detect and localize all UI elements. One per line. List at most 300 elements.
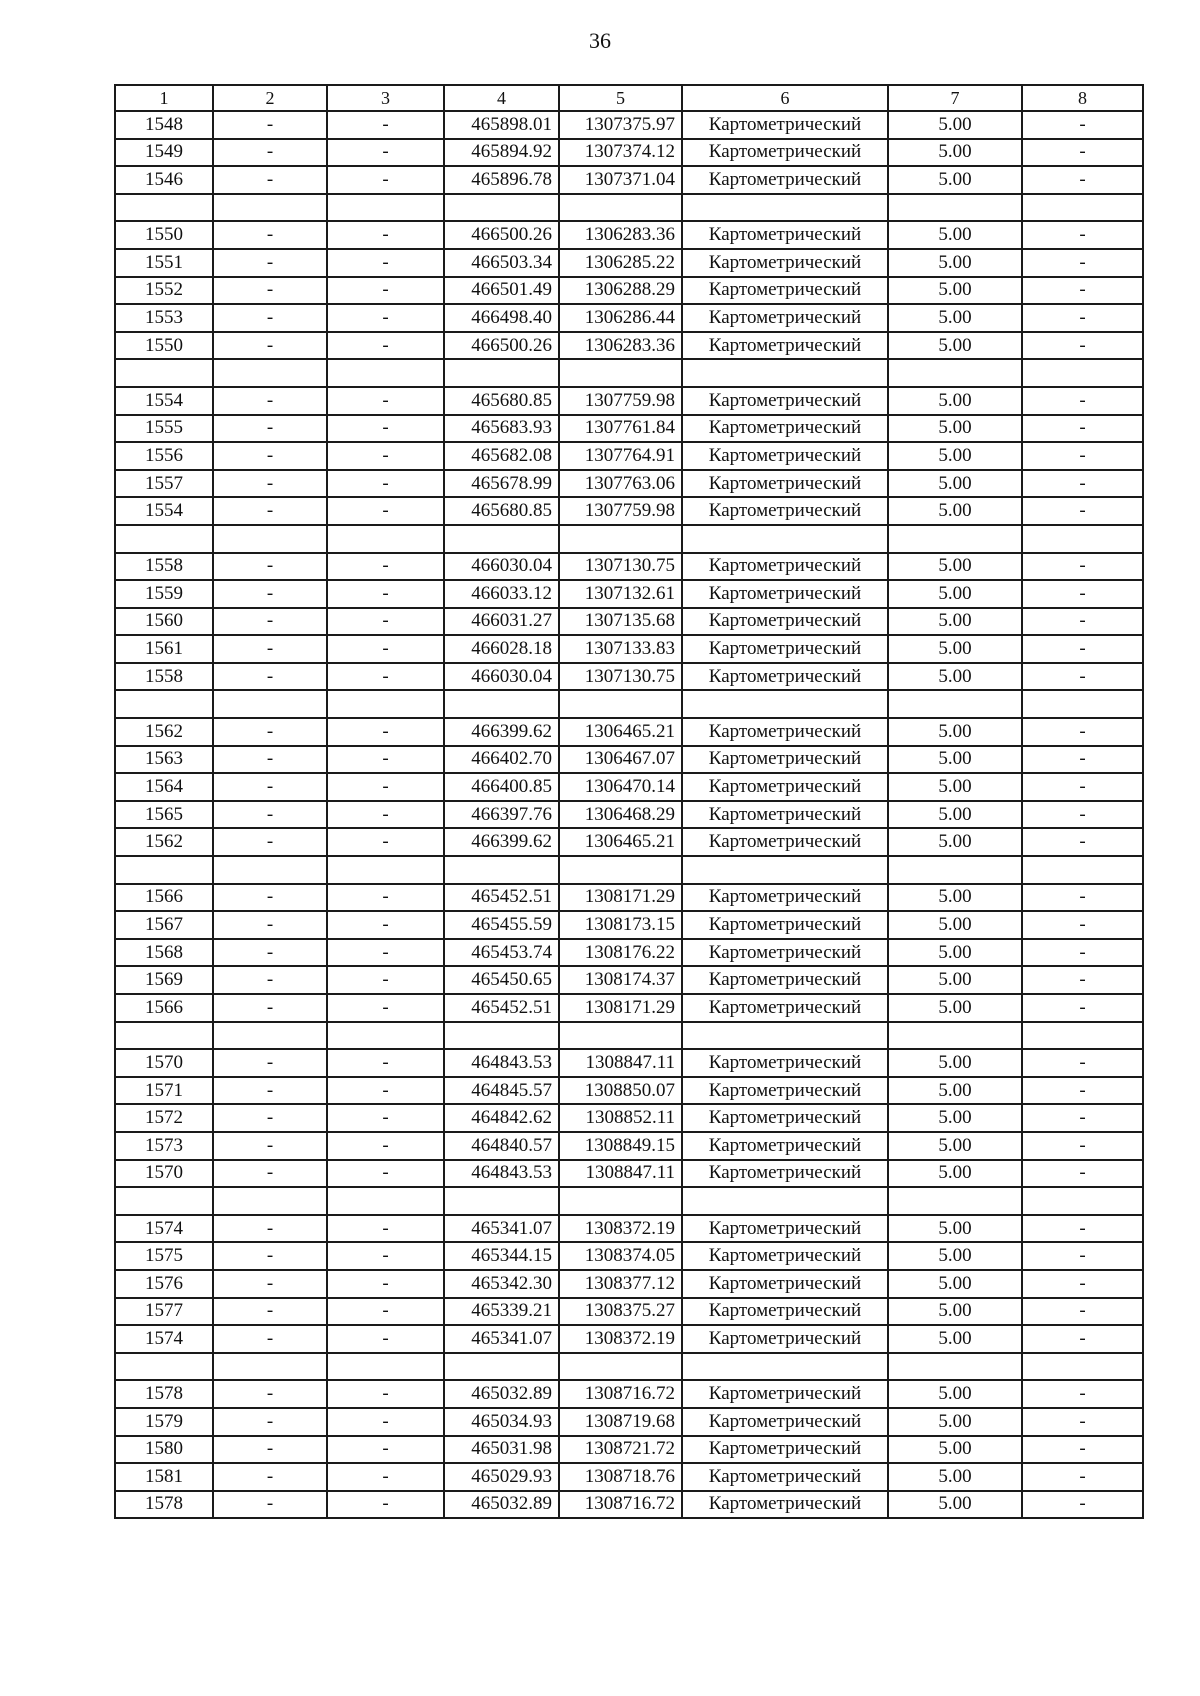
col3-cell: -: [327, 553, 444, 581]
col3-cell: -: [327, 221, 444, 249]
point-number-cell: [115, 525, 213, 553]
method-cell: Картометрический: [682, 939, 888, 967]
x-coordinate-cell: 466399.62: [444, 828, 559, 856]
method-cell: Картометрический: [682, 1160, 888, 1188]
col3-cell: -: [327, 1408, 444, 1436]
col8-cell: -: [1022, 415, 1143, 443]
col8-cell: [1022, 856, 1143, 884]
col3-cell: -: [327, 1380, 444, 1408]
point-number-cell: 1565: [115, 801, 213, 829]
table-row: [115, 470, 1143, 498]
method-cell: Картометрический: [682, 718, 888, 746]
col8-cell: -: [1022, 1491, 1143, 1519]
table-row: [115, 415, 1143, 443]
accuracy-cell: 5.00: [888, 1104, 1022, 1132]
accuracy-cell: 5.00: [888, 415, 1022, 443]
point-number-cell: 1554: [115, 497, 213, 525]
x-coordinate-cell: 464840.57: [444, 1132, 559, 1160]
col2-cell: -: [213, 663, 327, 691]
col3-cell: -: [327, 911, 444, 939]
col2-cell: -: [213, 470, 327, 498]
col3-cell: -: [327, 1132, 444, 1160]
y-coordinate-cell: 1306283.36: [559, 221, 682, 249]
point-number-cell: 1578: [115, 1380, 213, 1408]
y-coordinate-cell: 1308716.72: [559, 1491, 682, 1519]
y-coordinate-cell: 1307764.91: [559, 442, 682, 470]
x-coordinate-cell: [444, 1353, 559, 1381]
method-cell: Картометрический: [682, 1242, 888, 1270]
point-number-cell: 1576: [115, 1270, 213, 1298]
point-number-cell: [115, 690, 213, 718]
accuracy-cell: 5.00: [888, 221, 1022, 249]
col8-cell: -: [1022, 249, 1143, 277]
y-coordinate-cell: 1308372.19: [559, 1325, 682, 1353]
col2-cell: -: [213, 746, 327, 774]
col8-cell: -: [1022, 635, 1143, 663]
y-coordinate-cell: 1308174.37: [559, 966, 682, 994]
method-cell: Картометрический: [682, 166, 888, 194]
col2-cell: -: [213, 1436, 327, 1464]
point-number-cell: 1549: [115, 139, 213, 167]
point-number-cell: 1574: [115, 1215, 213, 1243]
x-coordinate-cell: 466031.27: [444, 608, 559, 636]
point-number-cell: 1567: [115, 911, 213, 939]
col8-cell: -: [1022, 277, 1143, 305]
method-cell: Картометрический: [682, 415, 888, 443]
x-coordinate-cell: 465682.08: [444, 442, 559, 470]
method-cell: Картометрический: [682, 1325, 888, 1353]
x-coordinate-cell: 465452.51: [444, 884, 559, 912]
col8-cell: -: [1022, 221, 1143, 249]
table-row: [115, 1325, 1143, 1353]
col2-cell: -: [213, 718, 327, 746]
method-cell: [682, 525, 888, 553]
col2-cell: -: [213, 801, 327, 829]
point-number-cell: 1548: [115, 111, 213, 139]
col3-cell: [327, 194, 444, 222]
col2-cell: -: [213, 1215, 327, 1243]
method-cell: Картометрический: [682, 773, 888, 801]
accuracy-cell: 5.00: [888, 1049, 1022, 1077]
col2-cell: -: [213, 884, 327, 912]
col8-cell: -: [1022, 332, 1143, 360]
y-coordinate-cell: 1306468.29: [559, 801, 682, 829]
method-cell: Картометрический: [682, 663, 888, 691]
table-row: [115, 1380, 1143, 1408]
y-coordinate-cell: 1307132.61: [559, 580, 682, 608]
col8-cell: -: [1022, 1077, 1143, 1105]
y-coordinate-cell: 1306470.14: [559, 773, 682, 801]
accuracy-cell: 5.00: [888, 1491, 1022, 1519]
point-number-cell: 1574: [115, 1325, 213, 1353]
method-cell: Картометрический: [682, 553, 888, 581]
x-coordinate-cell: 466402.70: [444, 746, 559, 774]
y-coordinate-cell: 1307130.75: [559, 553, 682, 581]
table-spacer-row: [115, 690, 1143, 718]
point-number-cell: 1570: [115, 1049, 213, 1077]
method-cell: Картометрический: [682, 111, 888, 139]
method-cell: Картометрический: [682, 1049, 888, 1077]
table-row: [115, 332, 1143, 360]
y-coordinate-cell: 1307374.12: [559, 139, 682, 167]
col3-cell: -: [327, 497, 444, 525]
column-header: 6: [682, 85, 888, 111]
table-row: [115, 1242, 1143, 1270]
table-spacer-row: [115, 359, 1143, 387]
y-coordinate-cell: 1308176.22: [559, 939, 682, 967]
x-coordinate-cell: 466030.04: [444, 553, 559, 581]
col2-cell: -: [213, 304, 327, 332]
x-coordinate-cell: 464843.53: [444, 1160, 559, 1188]
accuracy-cell: [888, 525, 1022, 553]
x-coordinate-cell: 465344.15: [444, 1242, 559, 1270]
accuracy-cell: [888, 1353, 1022, 1381]
col2-cell: -: [213, 773, 327, 801]
col8-cell: [1022, 359, 1143, 387]
method-cell: Картометрический: [682, 1104, 888, 1132]
col3-cell: -: [327, 966, 444, 994]
table-row: [115, 718, 1143, 746]
col8-cell: [1022, 690, 1143, 718]
col2-cell: -: [213, 911, 327, 939]
x-coordinate-cell: 466400.85: [444, 773, 559, 801]
accuracy-cell: 5.00: [888, 663, 1022, 691]
col2-cell: -: [213, 1463, 327, 1491]
col3-cell: [327, 1022, 444, 1050]
col8-cell: -: [1022, 773, 1143, 801]
y-coordinate-cell: 1308847.11: [559, 1160, 682, 1188]
table-row: [115, 635, 1143, 663]
point-number-cell: 1558: [115, 553, 213, 581]
col8-cell: -: [1022, 139, 1143, 167]
col8-cell: -: [1022, 304, 1143, 332]
col3-cell: -: [327, 1436, 444, 1464]
col2-cell: -: [213, 1408, 327, 1436]
y-coordinate-cell: 1308850.07: [559, 1077, 682, 1105]
col3-cell: [327, 690, 444, 718]
table-spacer-row: [115, 1353, 1143, 1381]
col8-cell: -: [1022, 1242, 1143, 1270]
point-number-cell: 1557: [115, 470, 213, 498]
col3-cell: -: [327, 939, 444, 967]
table-row: [115, 1132, 1143, 1160]
col8-cell: -: [1022, 1132, 1143, 1160]
table-row: [115, 1298, 1143, 1326]
point-number-cell: 1546: [115, 166, 213, 194]
col2-cell: -: [213, 415, 327, 443]
method-cell: Картометрический: [682, 746, 888, 774]
col2-cell: -: [213, 1242, 327, 1270]
accuracy-cell: 5.00: [888, 828, 1022, 856]
x-coordinate-cell: 465031.98: [444, 1436, 559, 1464]
x-coordinate-cell: 465450.65: [444, 966, 559, 994]
x-coordinate-cell: 466500.26: [444, 221, 559, 249]
col8-cell: -: [1022, 663, 1143, 691]
column-header: 1: [115, 85, 213, 111]
column-header: 4: [444, 85, 559, 111]
y-coordinate-cell: 1308173.15: [559, 911, 682, 939]
point-number-cell: [115, 1022, 213, 1050]
column-header: 7: [888, 85, 1022, 111]
col3-cell: -: [327, 304, 444, 332]
col8-cell: -: [1022, 442, 1143, 470]
table-row: [115, 1270, 1143, 1298]
accuracy-cell: 5.00: [888, 746, 1022, 774]
table-row: [115, 966, 1143, 994]
table-row: [115, 111, 1143, 139]
y-coordinate-cell: [559, 1187, 682, 1215]
col2-cell: -: [213, 1380, 327, 1408]
accuracy-cell: 5.00: [888, 1298, 1022, 1326]
col3-cell: -: [327, 111, 444, 139]
y-coordinate-cell: 1307759.98: [559, 387, 682, 415]
column-header: 5: [559, 85, 682, 111]
col8-cell: -: [1022, 1049, 1143, 1077]
table-row: [115, 387, 1143, 415]
method-cell: Картометрический: [682, 1408, 888, 1436]
accuracy-cell: 5.00: [888, 470, 1022, 498]
y-coordinate-cell: 1308847.11: [559, 1049, 682, 1077]
y-coordinate-cell: [559, 856, 682, 884]
y-coordinate-cell: 1308718.76: [559, 1463, 682, 1491]
y-coordinate-cell: 1307763.06: [559, 470, 682, 498]
x-coordinate-cell: 466033.12: [444, 580, 559, 608]
y-coordinate-cell: 1308377.12: [559, 1270, 682, 1298]
col2-cell: -: [213, 1104, 327, 1132]
col8-cell: -: [1022, 966, 1143, 994]
y-coordinate-cell: 1308716.72: [559, 1380, 682, 1408]
accuracy-cell: 5.00: [888, 580, 1022, 608]
col3-cell: -: [327, 801, 444, 829]
method-cell: Картометрический: [682, 994, 888, 1022]
x-coordinate-cell: 465896.78: [444, 166, 559, 194]
col2-cell: -: [213, 939, 327, 967]
method-cell: [682, 1353, 888, 1381]
y-coordinate-cell: 1307759.98: [559, 497, 682, 525]
point-number-cell: 1573: [115, 1132, 213, 1160]
col8-cell: [1022, 1353, 1143, 1381]
method-cell: Картометрический: [682, 497, 888, 525]
method-cell: [682, 856, 888, 884]
col2-cell: -: [213, 580, 327, 608]
table-row: [115, 801, 1143, 829]
x-coordinate-cell: 465453.74: [444, 939, 559, 967]
table-row: [115, 1408, 1143, 1436]
x-coordinate-cell: 465341.07: [444, 1325, 559, 1353]
accuracy-cell: 5.00: [888, 1463, 1022, 1491]
point-number-cell: 1579: [115, 1408, 213, 1436]
table-row: [115, 1215, 1143, 1243]
y-coordinate-cell: 1306283.36: [559, 332, 682, 360]
y-coordinate-cell: 1306467.07: [559, 746, 682, 774]
col3-cell: -: [327, 139, 444, 167]
col2-cell: [213, 359, 327, 387]
x-coordinate-cell: [444, 690, 559, 718]
method-cell: [682, 1187, 888, 1215]
accuracy-cell: [888, 359, 1022, 387]
y-coordinate-cell: 1306465.21: [559, 828, 682, 856]
x-coordinate-cell: 465339.21: [444, 1298, 559, 1326]
point-number-cell: 1562: [115, 718, 213, 746]
col2-cell: [213, 1187, 327, 1215]
col2-cell: -: [213, 442, 327, 470]
accuracy-cell: 5.00: [888, 166, 1022, 194]
x-coordinate-cell: 466498.40: [444, 304, 559, 332]
y-coordinate-cell: [559, 359, 682, 387]
col2-cell: -: [213, 1132, 327, 1160]
method-cell: Картометрический: [682, 1298, 888, 1326]
col8-cell: -: [1022, 166, 1143, 194]
col2-cell: -: [213, 608, 327, 636]
col2-cell: -: [213, 635, 327, 663]
y-coordinate-cell: 1306286.44: [559, 304, 682, 332]
x-coordinate-cell: 465029.93: [444, 1463, 559, 1491]
col8-cell: -: [1022, 1270, 1143, 1298]
accuracy-cell: 5.00: [888, 1380, 1022, 1408]
table-row: [115, 497, 1143, 525]
point-number-cell: [115, 1187, 213, 1215]
point-number-cell: 1551: [115, 249, 213, 277]
x-coordinate-cell: 466397.76: [444, 801, 559, 829]
col2-cell: -: [213, 139, 327, 167]
col8-cell: -: [1022, 1463, 1143, 1491]
y-coordinate-cell: 1308372.19: [559, 1215, 682, 1243]
point-number-cell: 1578: [115, 1491, 213, 1519]
col8-cell: -: [1022, 387, 1143, 415]
col3-cell: -: [327, 415, 444, 443]
col3-cell: -: [327, 442, 444, 470]
col3-cell: -: [327, 1298, 444, 1326]
col3-cell: [327, 1187, 444, 1215]
point-number-cell: 1552: [115, 277, 213, 305]
point-number-cell: 1562: [115, 828, 213, 856]
col8-cell: -: [1022, 994, 1143, 1022]
point-number-cell: 1556: [115, 442, 213, 470]
method-cell: [682, 194, 888, 222]
point-number-cell: 1566: [115, 884, 213, 912]
x-coordinate-cell: 464843.53: [444, 1049, 559, 1077]
accuracy-cell: 5.00: [888, 1242, 1022, 1270]
method-cell: Картометрический: [682, 608, 888, 636]
col2-cell: -: [213, 1298, 327, 1326]
x-coordinate-cell: 466500.26: [444, 332, 559, 360]
table-row: [115, 1049, 1143, 1077]
col8-cell: [1022, 1022, 1143, 1050]
method-cell: Картометрический: [682, 1077, 888, 1105]
col2-cell: -: [213, 1491, 327, 1519]
col2-cell: [213, 690, 327, 718]
table-row: [115, 746, 1143, 774]
table-row: [115, 277, 1143, 305]
col8-cell: -: [1022, 828, 1143, 856]
accuracy-cell: 5.00: [888, 1408, 1022, 1436]
col2-cell: -: [213, 966, 327, 994]
point-number-cell: 1575: [115, 1242, 213, 1270]
col2-cell: -: [213, 1325, 327, 1353]
col2-cell: [213, 1022, 327, 1050]
col2-cell: -: [213, 249, 327, 277]
column-header: 2: [213, 85, 327, 111]
x-coordinate-cell: [444, 525, 559, 553]
col3-cell: -: [327, 166, 444, 194]
method-cell: [682, 1022, 888, 1050]
x-coordinate-cell: 465032.89: [444, 1491, 559, 1519]
y-coordinate-cell: [559, 1353, 682, 1381]
x-coordinate-cell: 466028.18: [444, 635, 559, 663]
y-coordinate-cell: 1307135.68: [559, 608, 682, 636]
y-coordinate-cell: [559, 1022, 682, 1050]
y-coordinate-cell: 1308375.27: [559, 1298, 682, 1326]
table-header-row: [115, 85, 1143, 111]
accuracy-cell: 5.00: [888, 1270, 1022, 1298]
x-coordinate-cell: 466503.34: [444, 249, 559, 277]
table-row: [115, 249, 1143, 277]
col3-cell: -: [327, 1270, 444, 1298]
col2-cell: -: [213, 1077, 327, 1105]
point-number-cell: [115, 359, 213, 387]
col3-cell: -: [327, 277, 444, 305]
table-row: [115, 828, 1143, 856]
accuracy-cell: 5.00: [888, 304, 1022, 332]
col3-cell: -: [327, 1077, 444, 1105]
table-row: [115, 663, 1143, 691]
col2-cell: -: [213, 1270, 327, 1298]
col8-cell: -: [1022, 718, 1143, 746]
page-number: 36: [589, 28, 611, 53]
table-row: [115, 1491, 1143, 1519]
accuracy-cell: 5.00: [888, 139, 1022, 167]
col2-cell: [213, 525, 327, 553]
y-coordinate-cell: [559, 690, 682, 718]
method-cell: Картометрический: [682, 304, 888, 332]
col3-cell: -: [327, 1104, 444, 1132]
col8-cell: [1022, 525, 1143, 553]
col3-cell: -: [327, 470, 444, 498]
col2-cell: -: [213, 553, 327, 581]
col2-cell: [213, 856, 327, 884]
accuracy-cell: 5.00: [888, 801, 1022, 829]
point-number-cell: 1550: [115, 221, 213, 249]
point-number-cell: 1559: [115, 580, 213, 608]
accuracy-cell: 5.00: [888, 635, 1022, 663]
col8-cell: -: [1022, 1380, 1143, 1408]
table-row: [115, 1436, 1143, 1464]
accuracy-cell: 5.00: [888, 608, 1022, 636]
col3-cell: [327, 856, 444, 884]
y-coordinate-cell: 1308171.29: [559, 884, 682, 912]
point-number-cell: 1577: [115, 1298, 213, 1326]
table-row: [115, 221, 1143, 249]
col2-cell: -: [213, 1049, 327, 1077]
table-row: [115, 1160, 1143, 1188]
col3-cell: -: [327, 773, 444, 801]
col8-cell: -: [1022, 1104, 1143, 1132]
x-coordinate-cell: 465683.93: [444, 415, 559, 443]
column-header: 8: [1022, 85, 1143, 111]
col8-cell: -: [1022, 497, 1143, 525]
table-row: [115, 139, 1143, 167]
accuracy-cell: [888, 194, 1022, 222]
x-coordinate-cell: 465034.93: [444, 1408, 559, 1436]
col8-cell: [1022, 1187, 1143, 1215]
col8-cell: -: [1022, 939, 1143, 967]
accuracy-cell: [888, 690, 1022, 718]
table-row: [115, 442, 1143, 470]
x-coordinate-cell: 465680.85: [444, 387, 559, 415]
col3-cell: -: [327, 884, 444, 912]
accuracy-cell: 5.00: [888, 332, 1022, 360]
table-row: [115, 884, 1143, 912]
